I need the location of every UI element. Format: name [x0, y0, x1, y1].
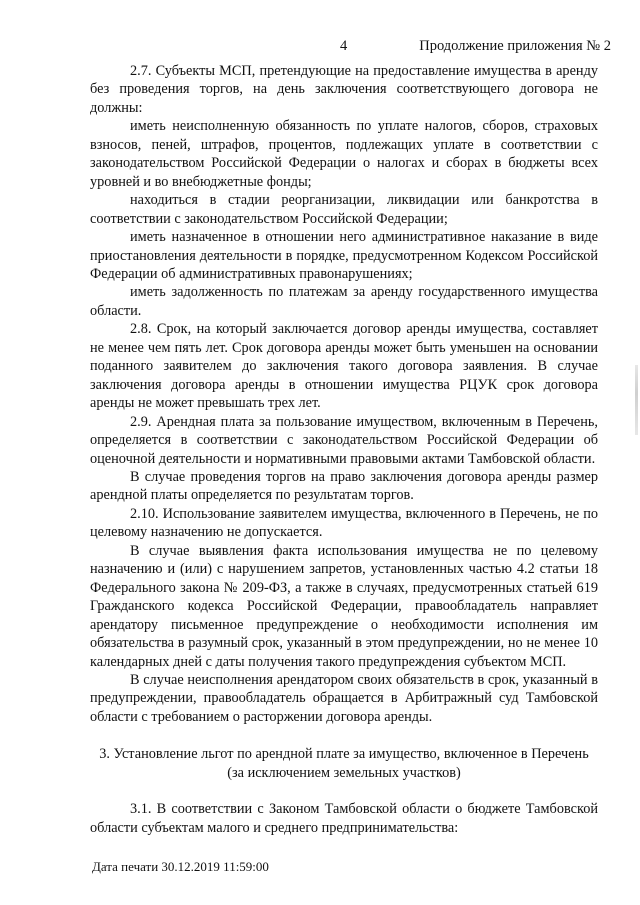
paragraph: 2.10. Использование заявителем имущества, включенного в Перечень, не по целевому назначению не допускается.: [90, 505, 598, 541]
paragraph: находиться в стадии реорганизации, ликвидации или банкротства в соответствии с законодательством Российской Федерации;: [90, 192, 598, 227]
paragraph: В случае выявления факта использования имущества не по целевому назначению и (или) с нарушением запретов, установленных частью 4.2 статьи 18 Федерального закона № 209-ФЗ, а также в случаях, предусмотренных статьей 619 Гражданского кодекса Российской Федерации, правообладатель направляет арендатору письменное предупреждение о необходимости исполнения им обязательства в разумный срок, указанный в этом предупреждении, но не менее 10 календарных дней с даты получения такого предупреждения субъектом МСП.: [90, 542, 598, 670]
paragraph: иметь неисполненную обязанность по уплате налогов, сборов, страховых взносов, пеней, штрафов, процентов, подлежащих уплате в соответствии с законодательством Российской Федерации о налогах и сборах в бюджеты всех уровней и во внебюджетные фонды;: [90, 118, 598, 190]
paragraph: 2.9. Арендная плата за пользование имуществом, включенным в Перечень, определяется в соответствии с законодательством Российской Федерации об оценочной деятельности и нормативными правовыми актами Тамбовской области.: [90, 413, 598, 467]
paragraph: 3.1. В соответствии с Законом Тамбовской области о бюджете Тамбовской области субъектам малого и среднего предпринимательства:: [90, 801, 598, 836]
page-header: [0, 38, 640, 58]
section-heading: 3. Установление льгот по арендной плате за имущество, включенное в Перечень (за исключением земельных участков): [99, 746, 589, 781]
paragraph: иметь назначенное в отношении него административное наказание в виде приостановления деятельности в порядке, предусмотренном Кодексом Российской Федерации об административных правонарушениях;: [90, 229, 598, 282]
paragraph: иметь задолженность по платежам за аренду государственного имущества области.: [90, 284, 598, 319]
document-body: [90, 62, 598, 837]
paragraph: В случае неисполнения арендатором своих обязательств в срок, указанный в предупреждении, правообладатель обращается в Арбитражный суд Тамбовской области с требованием о расторжении договора аренды.: [90, 671, 598, 725]
paragraph: 2.8. Срок, на который заключается договор аренды имущества, составляет не менее чем пять лет. Срок договора аренды может быть уменьшен на основании поданного заявителем до заключения такого договора заявления. В случае заключения договора аренды в отношении имущества РЦУК срок договора аренды не может превышать трех лет.: [90, 321, 598, 412]
appendix-continuation-title: Продолжение приложения № 2: [419, 38, 611, 54]
paragraph: 2.7. Субъекты МСП, претендующие на предоставление имущества в аренду без проведения торгов, на день заключения соответствующего договора не должны:: [90, 63, 598, 116]
page-number: 4: [340, 38, 348, 54]
paragraph: В случае проведения торгов на право заключения договора аренды размер арендной платы определяется по результатам торгов.: [90, 468, 598, 504]
print-date: Дата печати 30.12.2019 11:59:00: [92, 859, 269, 874]
scan-edge-mark: [635, 365, 638, 435]
